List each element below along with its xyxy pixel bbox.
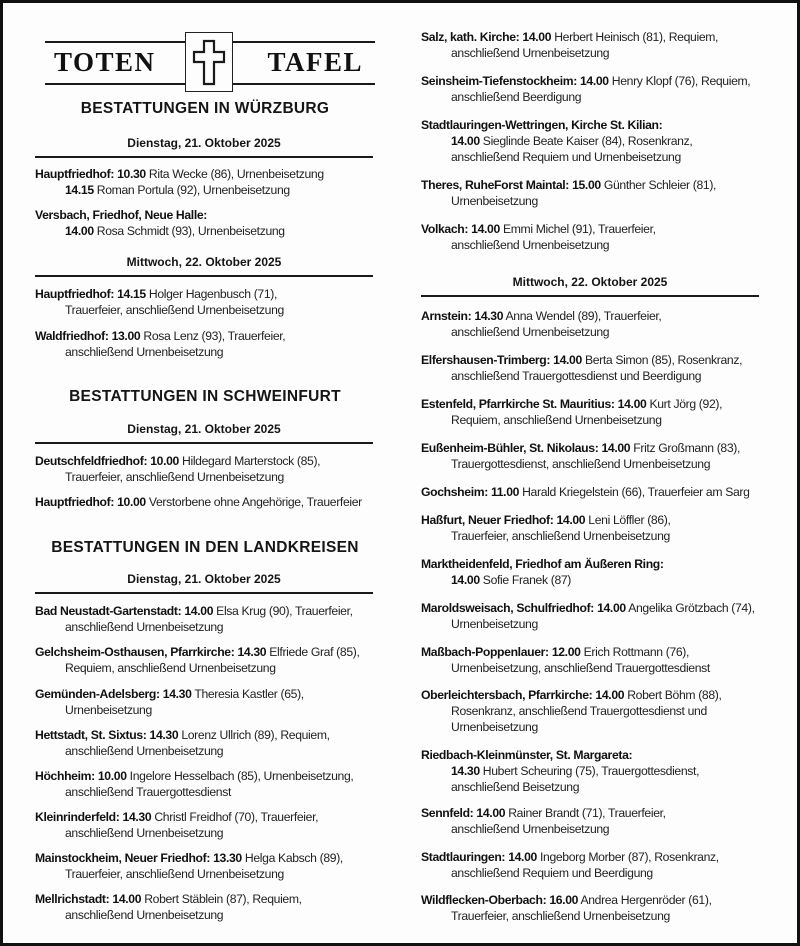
funeral-entry bbox=[421, 849, 761, 881]
entry-text: Ingeborg Morber (87), Rosenkranz, bbox=[539, 850, 719, 864]
entry-text: anschließend Urnenbeisetzung bbox=[451, 238, 610, 252]
entry-place: Haßfurt, Neuer Friedhof: bbox=[421, 513, 554, 527]
entry-text: Rosenkranz, anschließend Trauergottesdienst und bbox=[451, 704, 707, 718]
entry-text: Sieglinde Beate Kaiser (84), Rosenkranz, bbox=[482, 134, 693, 148]
entry-text: Leni Löffler (86), bbox=[588, 513, 671, 527]
entry-place: Gelchsheim-Osthausen, Pfarrkirche: bbox=[35, 645, 235, 659]
entry-place: Oberleichtersbach, Pfarrkirche: bbox=[421, 688, 593, 702]
entry-place: Riedbach-Kleinmünster, St. Margareta: bbox=[421, 748, 633, 762]
entry-text: anschließend Urnenbeisetzung bbox=[451, 46, 610, 60]
entry-time: 14.00 bbox=[476, 806, 506, 820]
entry-text: anschließend Urnenbeisetzung bbox=[65, 744, 224, 758]
totentafel-logo bbox=[45, 31, 375, 95]
funeral-entry bbox=[35, 207, 375, 239]
entry-time: 14.00 bbox=[601, 441, 631, 455]
entry-time: 10.00 bbox=[117, 495, 146, 509]
entry-text: anschließend Urnenbeisetzung bbox=[65, 620, 224, 634]
entry-text: Roman Portula (92), Urnenbeisetzung bbox=[96, 183, 290, 197]
entry-time: 11.00 bbox=[490, 485, 520, 499]
entry-place: Hauptfriedhof: bbox=[35, 287, 115, 301]
entry-time: 14.30 bbox=[451, 764, 480, 778]
funeral-entry bbox=[35, 166, 375, 198]
entry-text: Fritz Großmann (83), bbox=[633, 441, 741, 455]
entry-text: Trauergottesdienst, anschließend Urnenbeisetzung bbox=[451, 457, 711, 471]
entry-place: Gochsheim: bbox=[421, 485, 488, 499]
funeral-entry bbox=[421, 177, 761, 209]
entry-text: anschließend Urnenbeisetzung bbox=[65, 908, 224, 922]
funeral-entry bbox=[35, 768, 375, 800]
funeral-entry bbox=[35, 603, 375, 635]
entry-text: Rita Wecke (86), Urnenbeisetzung bbox=[148, 167, 324, 181]
entry-text: Urnenbeisetzung bbox=[451, 617, 538, 631]
entry-time: 14.00 bbox=[553, 353, 582, 367]
section-title-landkreise: BESTATTUNGEN IN DEN LANDKREISEN bbox=[51, 539, 359, 556]
funeral-entry bbox=[421, 556, 761, 588]
entry-text: Urnenbeisetzung bbox=[65, 703, 152, 717]
funeral-entry bbox=[421, 396, 761, 428]
entry-time: 10.30 bbox=[117, 167, 146, 181]
entry-text: Helga Kabsch (89), bbox=[244, 851, 343, 865]
entry-place: Versbach, Friedhof, Neue Halle: bbox=[35, 208, 208, 222]
entry-time: 14.00 bbox=[471, 222, 500, 236]
entry-place: Mainstockheim, Neuer Friedhof: bbox=[35, 851, 211, 865]
entry-text: Herbert Heinisch (81), Requiem, bbox=[554, 30, 719, 44]
entry-text: Rainer Brandt (71), Trauerfeier, bbox=[508, 806, 666, 820]
entry-time: 13.00 bbox=[111, 329, 141, 343]
entry-time: 16.00 bbox=[549, 893, 579, 907]
entry-text: Angelika Grötzbach (74), bbox=[628, 601, 755, 615]
entry-text: Emmi Michel (91), Trauerfeier, bbox=[502, 222, 656, 236]
entry-place: Estenfeld, Pfarrkirche St. Mauritius: bbox=[421, 397, 615, 411]
funeral-entry bbox=[35, 328, 375, 360]
funeral-entry bbox=[421, 73, 761, 105]
entry-text: Ingelore Hesselbach (85), Urnenbeisetzung, bbox=[129, 769, 354, 783]
entry-place: Eußenheim-Bühler, St. Nikolaus: bbox=[421, 441, 599, 455]
entry-text: Erich Rottmann (76), bbox=[583, 645, 690, 659]
entry-text: anschließend Beerdigung bbox=[451, 90, 582, 104]
entry-text: anschließend Trauergottesdienst und Beerdigung bbox=[451, 369, 702, 383]
funeral-entry bbox=[421, 687, 761, 735]
funeral-entry bbox=[35, 850, 375, 882]
entry-time: 14.00 bbox=[451, 134, 480, 148]
entry-time: 14.00 bbox=[112, 892, 142, 906]
funeral-entry bbox=[421, 892, 761, 924]
entry-place: Gemünden-Adelsberg: bbox=[35, 687, 160, 701]
funeral-entry bbox=[421, 221, 761, 253]
funeral-entry bbox=[421, 117, 761, 165]
entry-time: 14.00 bbox=[451, 573, 480, 587]
entry-text: Henry Klopf (76), Requiem, bbox=[611, 74, 751, 88]
entry-time: 14.30 bbox=[237, 645, 267, 659]
entry-time: 14.30 bbox=[149, 728, 179, 742]
entry-text: Trauerfeier, anschließend Urnenbeisetzung bbox=[65, 303, 284, 317]
entry-place: Kleinrinderfeld: bbox=[35, 810, 120, 824]
entry-time: 13.30 bbox=[213, 851, 242, 865]
date-heading: Dienstag, 21. Oktober 2025 bbox=[35, 136, 373, 158]
entry-text: Andrea Hergenröder (61), bbox=[580, 893, 712, 907]
entry-place: Maßbach-Poppenlauer: bbox=[421, 645, 549, 659]
funeral-entry bbox=[35, 286, 375, 318]
funeral-entry bbox=[35, 494, 375, 510]
entry-text: Rosa Lenz (93), Trauerfeier, bbox=[143, 329, 286, 343]
entry-text: Urnenbeisetzung bbox=[451, 720, 538, 734]
section-title-schweinfurt: BESTATTUNGEN IN SCHWEINFURT bbox=[69, 388, 341, 405]
funeral-entry bbox=[421, 644, 761, 676]
entry-text: anschließend Urnenbeisetzung bbox=[451, 325, 610, 339]
entry-text: Requiem, anschließend Urnenbeisetzung bbox=[65, 661, 276, 675]
funeral-entry bbox=[421, 352, 761, 384]
funeral-entry bbox=[35, 727, 375, 759]
entry-time: 14.30 bbox=[122, 810, 152, 824]
entry-place: Hauptfriedhof: bbox=[35, 167, 115, 181]
entry-place: Waldfriedhof: bbox=[35, 329, 109, 343]
entry-text: Harald Kriegelstein (66), Trauerfeier am Sarg bbox=[522, 485, 750, 499]
date-heading: Mittwoch, 22. Oktober 2025 bbox=[421, 275, 759, 297]
entry-text: anschließend Beisetzung bbox=[451, 780, 580, 794]
funeral-entry bbox=[421, 29, 761, 61]
entry-text: Requiem, anschließend Urnenbeisetzung bbox=[451, 413, 662, 427]
entry-place: Hauptfriedhof: bbox=[35, 495, 115, 509]
entry-text: Rosa Schmidt (93), Urnenbeisetzung bbox=[96, 224, 285, 238]
entry-place: Maroldsweisach, Schulfriedhof: bbox=[421, 601, 595, 615]
funeral-entry bbox=[35, 891, 375, 923]
entry-text: Trauerfeier, anschließend Urnenbeisetzung bbox=[451, 529, 670, 543]
entry-time: 15.00 bbox=[572, 178, 601, 192]
funeral-entry bbox=[421, 747, 761, 795]
entry-place: Arnstein: bbox=[421, 309, 472, 323]
entry-time: 14.30 bbox=[162, 687, 192, 701]
entry-text: Verstorbene ohne Angehörige, Trauerfeier bbox=[148, 495, 362, 509]
entry-text: Robert Böhm (88), bbox=[627, 688, 722, 702]
entry-time: 12.00 bbox=[551, 645, 581, 659]
entry-time: 14.00 bbox=[556, 513, 586, 527]
entry-text: Trauerfeier, anschließend Urnenbeisetzung bbox=[65, 867, 284, 881]
entry-place: Sennfeld: bbox=[421, 806, 474, 820]
date-heading: Mittwoch, 22. Oktober 2025 bbox=[35, 255, 373, 277]
entry-text: Kurt Jörg (92), bbox=[649, 397, 723, 411]
funeral-entry bbox=[35, 644, 375, 676]
entry-place: Höchheim: bbox=[35, 769, 95, 783]
funeral-entry bbox=[421, 440, 761, 472]
entry-text: Robert Stäblein (87), Requiem, bbox=[144, 892, 302, 906]
date-heading: Dienstag, 21. Oktober 2025 bbox=[35, 572, 373, 594]
entry-place: Bad Neustadt-Gartenstadt: bbox=[35, 604, 182, 618]
funeral-entry bbox=[421, 484, 761, 500]
funeral-entry bbox=[421, 308, 761, 340]
entry-time: 14.00 bbox=[597, 601, 626, 615]
entry-time: 10.00 bbox=[97, 769, 127, 783]
entry-text: Christl Freidhof (70), Trauerfeier, bbox=[154, 810, 319, 824]
entry-place: Mellrichstadt: bbox=[35, 892, 110, 906]
entry-place: Volkach: bbox=[421, 222, 469, 236]
section-title-wuerzburg: BESTATTUNGEN IN WÜRZBURG bbox=[80, 100, 330, 117]
funeral-entry bbox=[35, 686, 375, 718]
entry-place: Salz, kath. Kirche: bbox=[421, 30, 520, 44]
entry-place: Stadtlauringen-Wettringen, Kirche St. Kilian: bbox=[421, 118, 663, 132]
entry-text: anschließend Urnenbeisetzung bbox=[65, 826, 224, 840]
entry-text: anschließend Requiem und Urnenbeisetzung bbox=[451, 150, 681, 164]
entry-text: Theresia Kastler (65), bbox=[194, 687, 304, 701]
funeral-entry bbox=[35, 453, 375, 485]
entry-text: Elfriede Graf (85), bbox=[269, 645, 360, 659]
entry-time: 14.00 bbox=[595, 688, 625, 702]
entry-place: Hettstadt, St. Sixtus: bbox=[35, 728, 147, 742]
entry-time: 14.30 bbox=[474, 309, 504, 323]
entry-text: Sofie Franek (87) bbox=[482, 573, 572, 587]
entry-text: Elsa Krug (90), Trauerfeier, bbox=[216, 604, 353, 618]
funeral-entry bbox=[421, 600, 761, 632]
entry-text: Lorenz Ullrich (89), Requiem, bbox=[181, 728, 330, 742]
entry-text: Urnenbeisetzung, anschließend Trauergottesdienst bbox=[451, 661, 710, 675]
entry-text: anschließend Trauergottesdienst bbox=[65, 785, 231, 799]
entry-time: 14.15 bbox=[65, 183, 94, 197]
entry-text: anschließend Urnenbeisetzung bbox=[451, 822, 610, 836]
entry-place: Seinsheim-Tiefenstockheim: bbox=[421, 74, 577, 88]
entry-text: Hildegard Marterstock (85), bbox=[182, 454, 321, 468]
funeral-entry bbox=[421, 805, 761, 837]
entry-text: Urnenbeisetzung bbox=[451, 194, 538, 208]
entry-text: Berta Simon (85), Rosenkranz, bbox=[584, 353, 743, 367]
entry-place: Marktheidenfeld, Friedhof am Äußeren Ring: bbox=[421, 557, 664, 571]
entry-place: Theres, RuheForst Maintal: bbox=[421, 178, 570, 192]
logo-word-left: TOTEN bbox=[54, 47, 156, 77]
entry-time: 14.00 bbox=[617, 397, 647, 411]
entry-time: 14.00 bbox=[579, 74, 609, 88]
entry-time: 14.00 bbox=[184, 604, 214, 618]
entry-place: Deutschfeldfriedhof: bbox=[35, 454, 148, 468]
entry-text: Trauerfeier, anschließend Urnenbeisetzung bbox=[65, 470, 284, 484]
entry-time: 14.15 bbox=[117, 287, 146, 301]
funeral-entry bbox=[35, 809, 375, 841]
entry-text: Günther Schleier (81), bbox=[603, 178, 717, 192]
cross-icon bbox=[185, 32, 233, 92]
entry-time: 14.00 bbox=[65, 224, 94, 238]
date-heading: Dienstag, 21. Oktober 2025 bbox=[35, 422, 373, 444]
entry-time: 10.00 bbox=[150, 454, 179, 468]
entry-text: anschließend Requiem und Beerdigung bbox=[451, 866, 653, 880]
entry-place: Stadtlauringen: bbox=[421, 850, 506, 864]
entry-text: anschließend Urnenbeisetzung bbox=[65, 345, 224, 359]
entry-time: 14.00 bbox=[508, 850, 537, 864]
entry-text: Hubert Scheuring (75), Trauergottesdienst, bbox=[482, 764, 700, 778]
entry-text: Anna Wendel (89), Trauerfeier, bbox=[505, 309, 662, 323]
funeral-entry bbox=[421, 512, 761, 544]
entry-place: Wildflecken-Oberbach: bbox=[421, 893, 547, 907]
entry-place: Elfershausen-Trimberg: bbox=[421, 353, 551, 367]
entry-text: Holger Hagenbusch (71), bbox=[148, 287, 278, 301]
entry-text: Trauerfeier, anschließend Urnenbeisetzung bbox=[451, 909, 670, 923]
entry-time: 14.00 bbox=[522, 30, 552, 44]
logo-word-right: TAFEL bbox=[267, 47, 363, 77]
